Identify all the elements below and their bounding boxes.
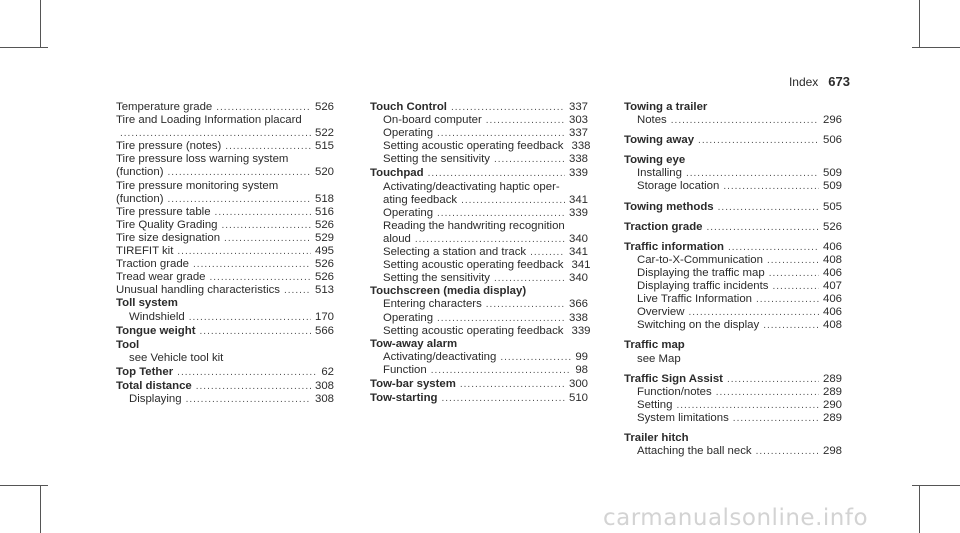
index-entry[interactable]: On-board computer ..... 303 [370,114,588,127]
index-heading: Tow-away alarm [370,337,458,350]
index-entry[interactable]: Selecting a station and track ..... 341 [370,246,588,259]
index-entry[interactable]: Traffic Sign Assist ..... 289 [624,373,842,386]
index-column-3 [624,101,842,458]
index-entry[interactable]: Operating ..... 339 [370,207,588,220]
index-entry[interactable]: Setting acoustic operating feedback 338 [383,140,591,153]
index-entry[interactable]: Tire size designation ..... 529 [116,232,334,245]
index-entry[interactable]: Tire pressure (notes) ..... 515 [116,140,334,153]
index-entry[interactable]: Storage location ..... 509 [624,180,842,193]
index-heading: Trailer hitch [624,431,689,444]
crop-mark [0,47,48,48]
index-entry[interactable]: Towing methods ..... 505 [624,201,842,214]
index-entry[interactable]: Touchpad ..... 339 [370,167,588,180]
index-entry[interactable]: ating feedback ..... 341 [370,194,588,207]
index-entry[interactable]: Touch Control ..... 337 [370,101,588,114]
index-heading: Traffic map [624,339,685,352]
index-entry[interactable]: Operating ..... 337 [370,127,588,140]
index-entry[interactable]: Tire pressure table ..... 516 [116,206,334,219]
index-entry[interactable]: Setting acoustic operating feedback 339 [383,324,591,337]
crop-mark [912,47,960,48]
index-entry[interactable]: (function) ..... 518 [116,193,334,206]
index-entry[interactable]: Switching on the display ..... 408 [624,319,842,332]
index-entry-text: Reading the handwriting recognition [383,219,565,232]
crop-mark [919,485,920,533]
index-heading: Towing a trailer [624,101,708,113]
crop-mark [912,485,960,486]
index-entry[interactable]: Tow-bar system ..... 300 [370,378,588,391]
crop-mark [0,485,48,486]
index-entry[interactable]: Function ..... 98 [370,364,588,377]
index-heading: Toll system [116,297,178,310]
index-entry[interactable]: Car-to-X-Communication ..... 408 [624,254,842,267]
page-header [789,74,850,89]
index-entry[interactable]: Setting ..... 290 [624,399,842,412]
index-entry-text: Tire pressure loss warning system [116,153,289,166]
index-entry[interactable]: Displaying ..... 308 [116,393,334,406]
crop-mark [40,0,41,48]
index-entry[interactable]: Displaying the traffic map ..... 406 [624,267,842,280]
section-title: Index [788,75,819,89]
index-entry-text: Activating/deactivating haptic oper- [383,180,560,193]
watermark: carmanualsonline.info [603,505,869,531]
index-entry[interactable]: aloud ..... 340 [370,233,588,246]
index-entry[interactable]: Tire Quality Grading ..... 526 [116,219,334,232]
index-entry[interactable]: Setting the sensitivity ..... 340 [370,272,588,285]
index-entry[interactable]: Displaying traffic incidents ..... 407 [624,280,842,293]
index-entry[interactable]: System limitations ..... 289 [624,412,842,425]
index-entry[interactable]: Unusual handling characteristics ..... 513 [116,284,334,297]
index-entry[interactable]: Function/notes ..... 289 [624,386,842,399]
index-entry[interactable]: Windshield ..... 170 [116,311,334,324]
index-entry[interactable]: (function) ..... 520 [116,166,334,179]
index-entry[interactable]: Tow-starting ..... 510 [370,392,588,405]
index-entry[interactable]: Tread wear grade ..... 526 [116,271,334,284]
index-heading: Tool [116,338,140,351]
index-entry[interactable]: Traction grade ..... 526 [624,221,842,234]
index-heading: Towing eye [624,154,686,167]
index-entry[interactable]: Notes ..... 296 [624,114,842,127]
index-cross-reference[interactable]: see Vehicle tool kit [129,351,224,364]
index-entry[interactable]: Temperature grade ..... 526 [116,101,334,114]
crop-mark [40,485,41,533]
page-number: 673 [828,74,850,89]
index-entry[interactable]: Operating ..... 338 [370,312,588,325]
index-entry[interactable]: Top Tether ..... 62 [116,366,334,379]
index-entry[interactable]: Entering characters ..... 366 [370,298,588,311]
index-entry[interactable]: Setting acoustic operating feedback 341 [383,259,591,272]
index-entry[interactable]: Setting the sensitivity ..... 338 [370,153,588,166]
index-entry[interactable]: Overview ..... 406 [624,306,842,319]
index-entry[interactable]: Activating/deactivating ..... 99 [370,351,588,364]
index-entry[interactable]: Traffic information ..... 406 [624,241,842,254]
index-entry[interactable]: Live Traffic Information ..... 406 [624,293,842,306]
index-entry[interactable]: Installing ..... 509 [624,167,842,180]
index-column-2 [370,101,591,405]
index-entry[interactable]: Tongue weight ..... 566 [116,325,334,338]
index-entry[interactable]: TIREFIT kit ..... 495 [116,245,334,258]
crop-mark [919,0,920,48]
index-entry[interactable]: Total distance ..... 308 [116,380,334,393]
index-entry[interactable]: Attaching the ball neck ..... 298 [624,445,842,458]
index-entry[interactable]: Towing away ..... 506 [624,134,842,147]
index-entry-text: Tire pressure monitoring system [116,179,279,192]
index-entry[interactable]: Traction grade ..... 526 [116,258,334,271]
index-column-1 [116,101,334,406]
index-entry[interactable]: ..... 522 [116,127,334,140]
index-entry-text: Tire and Loading Information placard [116,114,302,127]
index-cross-reference[interactable]: see Map [637,352,681,365]
index-heading: Touchscreen (media display) [370,285,527,298]
